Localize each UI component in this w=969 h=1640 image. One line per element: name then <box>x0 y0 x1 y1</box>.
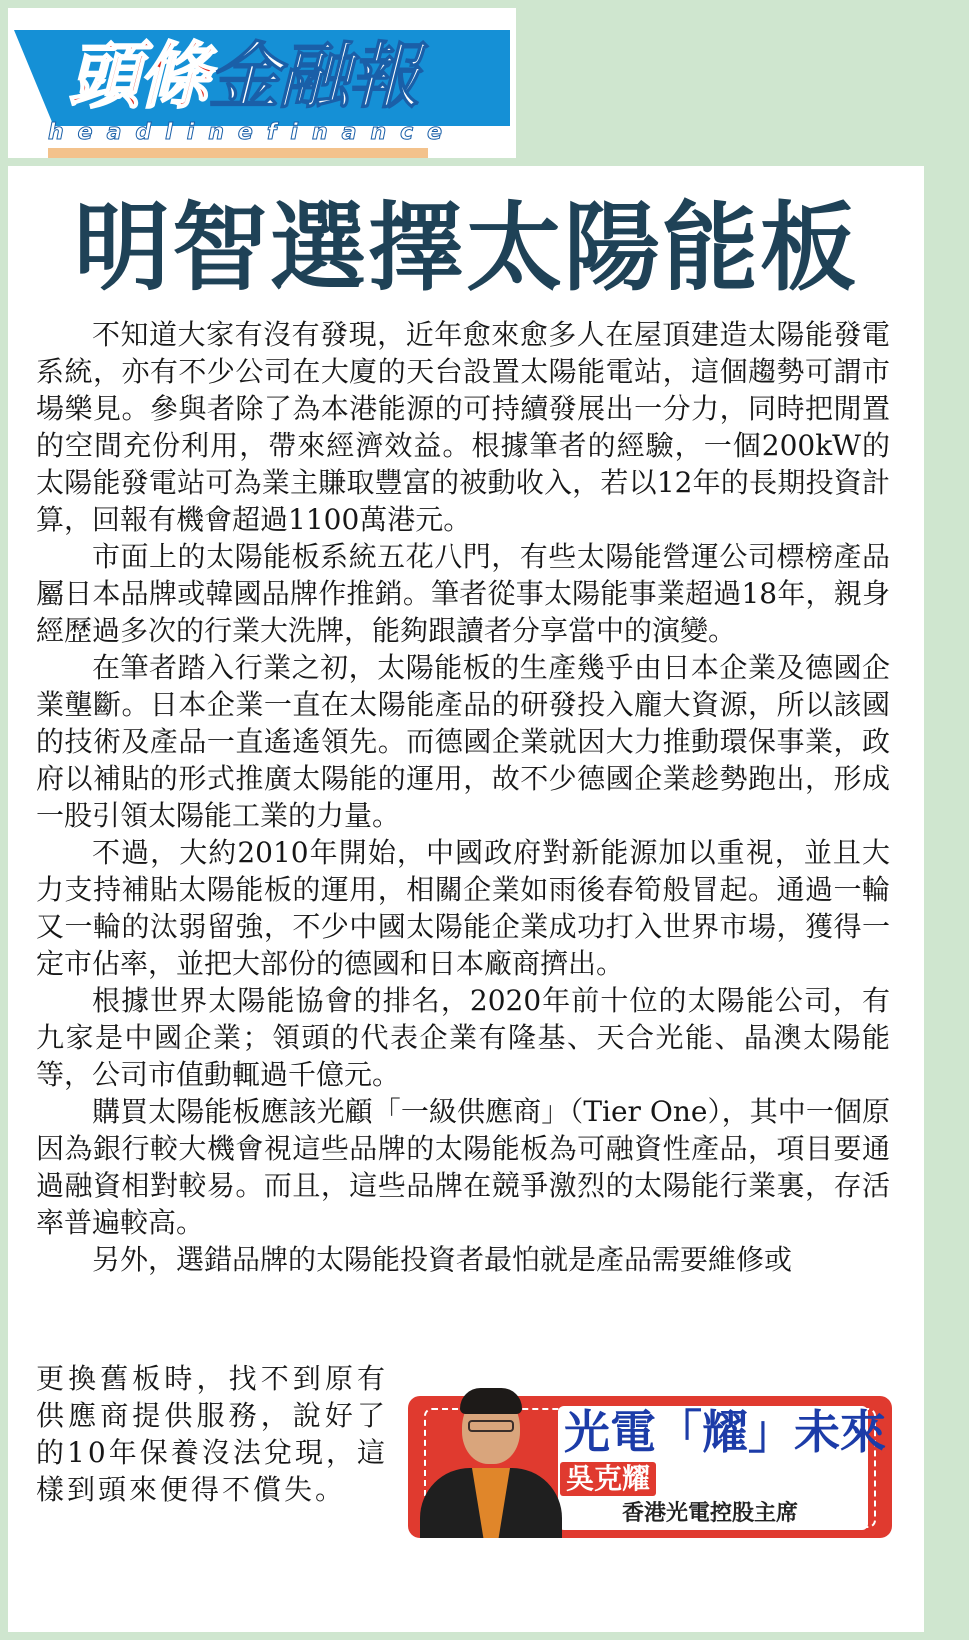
paragraph: 購買太陽能板應該光顧「一級供應商」（Tier One），其中一個原因為銀行較大機會視這些品牌的太陽能板為可融資性產品，項目要通過融資相對較易。而且，這些品牌在競爭激烈的太陽能行業裏，存活率普遍較高。 <box>36 1095 890 1239</box>
author-name: 吳克耀 <box>560 1462 656 1496</box>
paragraph: 根據世界太陽能協會的排名，2020年前十位的太陽能公司，有九家是中國企業；領頭的代表企業有隆基、天合光能、晶澳太陽能等，公司市值動輒過千億元。 <box>36 984 890 1091</box>
article-headline: 明智選擇太陽能板 <box>74 191 858 304</box>
logo-part-white: 金融報 <box>208 34 419 118</box>
columnist-portrait <box>414 1384 564 1538</box>
paragraph: 不過，大約2010年開始，中國政府對新能源加以重視，並且大力支持補貼太陽能板的運用，相關企業如雨後春筍般冒起。通過一輪又一輪的汰弱留強，不少中國太陽能企業成功打入世界市場，獲得一定市佔率，並把大部份的德國和日本廠商擠出。 <box>36 836 890 980</box>
paragraph-continuation: 更換舊板時，找不到原有供應商提供服務，說好了的10年保養沒法兌現，這樣到頭來便得不償失。 <box>36 1362 388 1506</box>
paragraph: 在筆者踏入行業之初，太陽能板的生產幾乎由日本企業及德國企業壟斷。日本企業一直在太陽能產品的研發投入龐大資源，所以該國的技術及產品一直遙遙領先。而德國企業就因大力推動環保事業，政府以補貼的形式推廣太陽能的運用，故不少德國企業趁勢跑出，形成一股引領太陽能工業的力量。 <box>36 651 890 832</box>
paragraph: 市面上的太陽能板系統五花八門，有些太陽能營運公司標榜產品屬日本品牌或韓國品牌作推銷。筆者從事太陽能事業超過18年，親身經歷過多次的行業大洗牌，能夠跟讀者分享當中的演變。 <box>36 540 890 647</box>
paragraph: 不知道大家有沒有發現，近年愈來愈多人在屋頂建造太陽能發電系統，亦有不少公司在大廈的天台設置太陽能電站，這個趨勢可謂市場樂見。參與者除了為本港能源的可持續發展出一分力，同時把閒置的空間充份利用，帶來經濟效益。根據筆者的經驗，一個200kW的太陽能發電站可為業主賺取豐富的被動收入，若以12年的長期投資計算，回報有機會超過1100萬港元。 <box>36 318 890 536</box>
masthead-orange-strip <box>48 148 428 158</box>
masthead <box>8 8 516 158</box>
columnist-box <box>408 1396 892 1538</box>
paragraph: 另外，選錯品牌的太陽能投資者最怕就是產品需要維修或 <box>92 1243 793 1276</box>
portrait-glasses <box>468 1420 514 1432</box>
article-body <box>36 316 890 1278</box>
article-panel <box>8 166 924 1632</box>
masthead-logo <box>68 28 418 124</box>
column-title: 光電「耀」未來 <box>564 1405 886 1459</box>
logo-part-red: 頭條 <box>68 34 209 118</box>
portrait-hair <box>460 1388 522 1414</box>
author-title: 香港光電控股主席 <box>622 1501 799 1526</box>
masthead-logo-english: headlinefinance <box>48 120 457 145</box>
